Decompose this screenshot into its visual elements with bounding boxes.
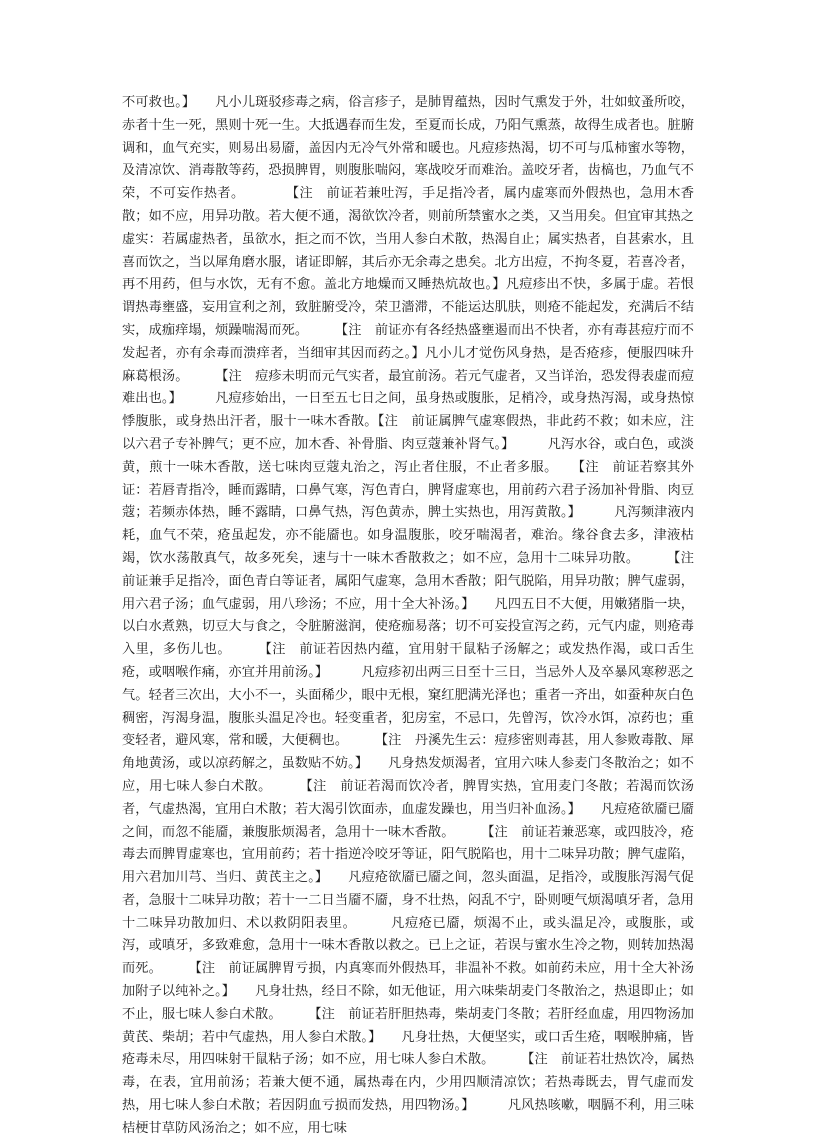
body-text: 不可救也。】 凡小儿斑驳疹毒之病，俗言疹子，是肺胃蕴热，因时气熏发于外，壮如蚊蚤所咬，赤者十生一死，黑则十死一生。大抵遇春而生发，至夏而长成，乃阳气熏蒸，故得生成者也。脏腑调和，血气充实，则易出易靥，盖因内无冷气外常和暖也。凡痘疹热渴，切不可与瓜柿蜜水等物，及清凉饮、消毒散等药，恐损脾胃，则腹胀喘闷，寒战咬牙而难治。盖咬牙者，齿槁也，乃血气不荣，不可妄作热者。 【注 前证若兼吐泻，手足指冷者，属内虚寒而外假热也，急用木香散；如不应，用异功散。若大便不通，渴欲饮冷者，则前所禁蜜水之类，又当用矣。但宜审其热之虚实：若属虚热者，虽欲水，拒之而不饮，当用人参白术散，热渴自止；属实热者，自甚索水，且喜而饮之，当以犀角磨水服，诸证即解，其后亦无余毒之患矣。北方出痘，不拘冬夏，若喜冷者，再不用药，但与水饮，无有不愈。盖北方地燥而又睡热炕故也。】凡痘疹出不快，多属于虚。若恨谓热毒壅盛，妄用宣利之剂，致脏腑受冷，荣卫濇滞，不能运达肌肤，则疮不能起发，充满后不结实，成痂痒塌，烦躁喘渴而死。 【注 前证亦有各经热盛壅遏而出不快者，亦有毒甚痘疔而不发起者，亦有余毒而溃痒者，当细审其因而药之。】凡小儿才觉伤风身热，是否疮疹，便服四味升麻葛根汤。 【注 痘疹未明而元气实者，最宜前汤。若元气虚者，又当详治，恐发得表虚而痘难出也。】 凡痘疹始出，一日至五七日之间，虽身热或腹胀，足梢冷，或身热泻渴，或身热惊悸腹胀，或身热出汗者，服十一味木香散。【注 前证属脾气虚寒假热，非此药不救；如未应，注以六君子专补脾气；更不应，加木香、补骨脂、肉豆蔻兼补肾气。】 凡泻水谷，或白色，或淡黄，煎十一味木香散，送七味肉豆蔻丸治之，泻止者住服，不止者多服。 【注 前证若察其外证：若唇青指冷，睡而露睛，口鼻气寒，泻色青白，脾肾虚寒也，用前药六君子汤加补骨脂、肉豆蔻；若频赤体热，睡不露睛，口鼻气热，泻色黄赤，脾土实热也，用泻黄散。】 凡泻频津液内耗，血气不荣，疮虽起发，亦不能靥也。如身温腹胀，咬牙喘渴者，难治。缘谷食去多，津液枯竭，饮水荡散真气，故多死矣，速与十一味木香散救之；如不应，急用十二味异功散。 【注 前证兼手足指冷，面色青白等证者，属阳气虚寒，急用木香散；阳气脱陷，用异功散；脾气虚弱，用六君子汤；血气虚弱，用八珍汤；不应，用十全大补汤。】 凡四五日不大便，用嫩猪脂一块，以白水煮熟，切豆大与食之，令脏腑滋润，使疮痂易落；切不可妄投宣泻之药，元气内虚，则疮毒入里，多伤儿也。 【注 前证若因热内蕴，宜用射干鼠粘子汤解之；或发热作渴，或口舌生疮，或咽喉作痛，亦宜并用前汤。】 凡痘疹初出两三日至十三日，当忌外人及卒暴风寒秽恶之气。轻者三次出，大小不一，头面稀少，眼中无根，窠红肥满光泽也；重者一齐出，如蚕种灰白色稠密，泻渴身温，腹胀头温足冷也。轻变重者，犯房室，不忌口，先曾泻，饮冷水饵，凉药也；重变轻者，避风寒，常和暖，大便稠也。 【注 丹溪先生云：痘疹密则毒甚，用人参败毒散、犀角地黄汤，或以凉药解之，虽数贴不妨。】 凡身热发烦渴者，宜用六味人参麦门冬散治之；如不应，用七味人参白术散。 【注 前证若渴而饮冷者，脾胃实热，宜用麦门冬散；若渴而饮汤者，气虚热渴，宜用白术散；若大渴引饮面赤，血虚发躁也，用当归补血汤。】 凡痘疮欲靥已靥之间，而忽不能靥，兼腹胀烦渴者，急用十一味木香散。 【注 前证若兼恶寒，或四肢冷，疮毒去而脾胃虚寒也，宜用前药；若十指逆冷咬牙等证，阳气脱陷也，用十二味异功散；脾气虚陷，用六君加川芎、当归、黄芪主之。】 凡痘疮欲靥已靥之间，忽头面温，足指冷，或腹胀泻渴气促者，急服十二味异功散；若十一二日当靥不靥，身不壮热，闷乱不宁，卧则哽气烦渴嗔牙者，急用十二味异功散加归、术以救阴阳表里。 凡痘疮已靥，烦渴不止，或头温足冷，或腹胀，或泻，或嗔牙，多致难愈，急用十一味木香散以救之。已上之证，若误与蜜水生冷之物，则转加热渴而死。 【注 前证属脾胃亏损，内真寒而外假热耳，非温补不救。如前药未应，用十全大补汤加附子以纯补之。】 凡身壮热，经日不除，如无他证，用六味柴胡麦门冬散治之，热退即止；如不止，服七味人参白术散。 【注 前证若肝胆热毒，柴胡麦门冬散；若肝经血虚，用四物汤加黄芪、柴胡；若中气虚热，用人参白术散。】 凡身壮热，大便坚实，或口舌生疮，咽喉肿痛，皆疮毒未尽，用四味射干鼠粘子汤；如不应，用七味人参白术散。 【注 前证若壮热饮冷，属热毒，在表，宜用前汤；若兼大便不通，属热毒在内，少用四顺清凉饮；若热毒既去，胃气虚而发热，用七味人参白术散；若因阴血亏损而发热，用四物汤。】 凡风热咳嗽，咽膈不利，用三味桔梗甘草防风汤治之；如不应，用七味 — [122, 95, 708, 1136]
document-page — [122, 92, 708, 1141]
